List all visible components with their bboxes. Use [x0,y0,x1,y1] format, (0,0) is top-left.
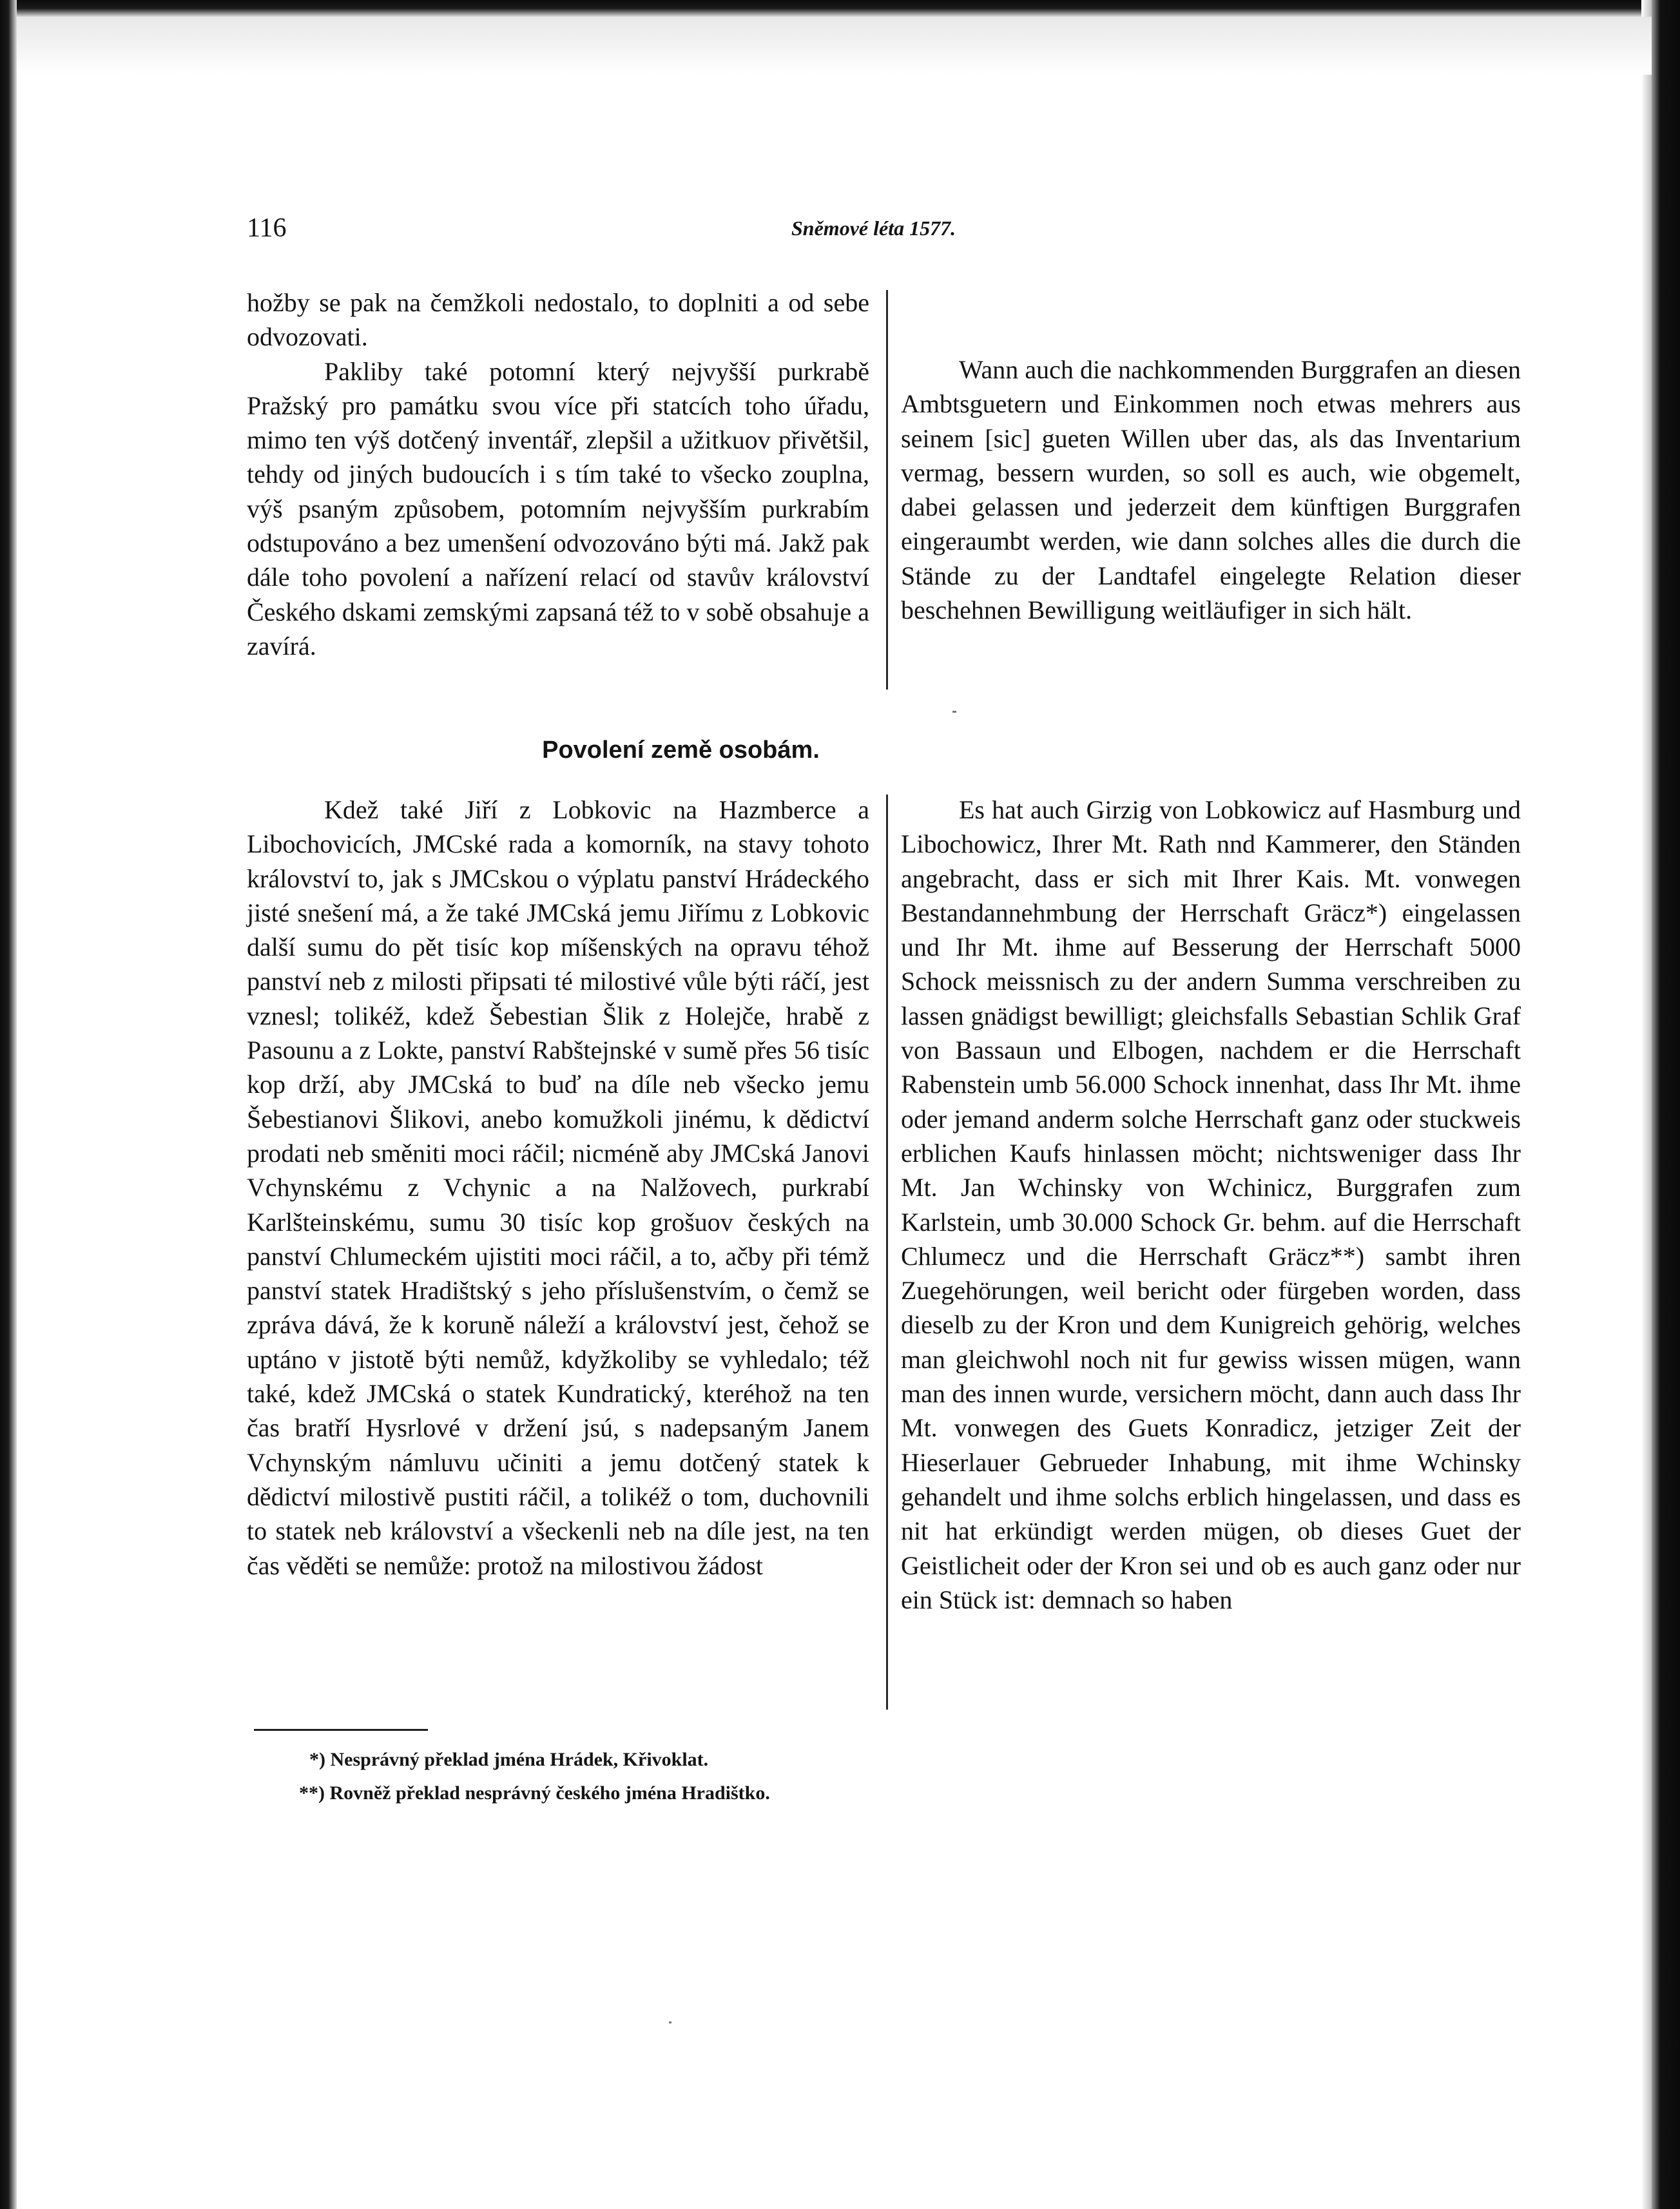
scan-border-left [0,0,17,2209]
czech-paragraph: Pakliby také potomní který nejvyšší purkrabě Pražský pro památku svou více při statcích toho úřadu, mimo ten výš dotčený inventář, zlepšil a užitkuov přivětšil, tehdy od jiných budoucích i s tím také to všecko zouplna, výš psaným způsobem, potomním nejvyšším purkrabím odstupováno a bez umenšení odvozováno býti má. Jakž pak dále toho povolení a nařízení relací od stavův království Českého dskami zemskými zapsaná též to v sobě obsahuje a zavírá. [247,356,869,661]
scan-border-top [0,0,1680,17]
column-divider [886,290,888,690]
czech-column-main [247,793,869,1583]
scan-shadow-right [1641,0,1652,2209]
czech-column-top [247,285,869,663]
scan-border-right [1652,0,1680,2209]
page-number: 116 [247,213,287,243]
column-divider [886,795,888,1710]
scan-shade-top [17,17,1652,75]
footnote-rule [254,1729,428,1731]
footnote: **) Rovněž překlad nesprávný českého jména Hradištko. [299,1782,770,1804]
footnotes [299,1743,1083,1810]
german-paragraph: Wann auch die nachkommenden Burggrafen an diesen Ambtsguetern und Einkommen noch etwas mehrers aus seinem [sic] gueten Willen uber das, als das Inventarium vermag, bessern wurden, so soll es auch, wie obgemelt, dabei gelassen und jederzeit dem künftigen Burggrafen eingeraumbt werden, wie dann solches alles die durch die Stände zu der Landtafel eingelegte Relation dieser beschehnen Bewilligung weitläufiger in sich hält. [901,355,1521,625]
section-heading: Povolení země osobám. [542,737,820,764]
scan-speck [669,2021,671,2023]
german-column-top [901,352,1521,627]
german-column-main [901,793,1521,1617]
running-title: Sněmové léta 1577. [791,217,956,240]
czech-paragraph: hožby se pak na čemžkoli nedostalo, to doplniti a od sebe odvozovati. [247,288,869,352]
german-paragraph: Es hat auch Girzig von Lobkowicz auf Hasmburg und Libochowicz, Ihrer Mt. Rath nnd Kammerer, den Ständen angebracht, dass er sich mit Ihrer Kais. Mt. vonwegen Bestandannehmbung der Herrschaft Gräcz*) eingelassen und Ihr Mt. ihme auf Besserung der Herrschaft 5000 Schock meissnisch zu der andern Summa verschreiben zu lassen gnädigst bewilligt; gleichsfalls Sebastian Schlik Graf von Bassaun und Elbogen, nachdem er die Herrschaft Rabenstein umb 56.000 Schock innenhat, dass Ihr Mt. ihme oder jemand anderm solche Herrschaft ganz oder stuckweis erblichen Kaufs hinlassen möcht; nichtsweniger dass Ihr Mt. Jan Wchinsky von Wchinicz, Burggrafen zum Karlstein, umb 30.000 Schock Gr. behm. auf die Herrschaft Chlumecz und die Herrschaft Gräcz**) sambt ihren Zuegehörungen, weil bericht oder fürgeben worden, dass dieselb zu der Kron und dem Kunigreich gehörig, welches man gleichwohl noch nit fur gewiss wissen mügen, wann man des innen wurde, versichern möcht, dann auch dass Ihr Mt. vonwegen des Guets Konradicz, jetziger Zeit der Hieserlauer Gebrueder Inhabung, mit ihme Wchinsky gehandelt und ihme solchs erblich hingelassen, und dass es nit hat erkündigt werden mügen, ob dieses Guet der Geistlicheit oder der Kron sei und ob es auch ganz oder nur ein Stück ist: demnach so haben [901,795,1521,1614]
scan-speck [952,711,956,713]
footnote: *) Nesprávný překlad jména Hrádek, Křivoklat. [309,1749,709,1770]
czech-paragraph: Kdež také Jiří z Lobkovic na Hazmberce a Libochovicích, JMCské rada a komorník, na stavy tohoto království to, jak s JMCskou o výplatu panství Hrádeckého jisté snešení má, a že také JMCská jemu Jiřímu z Lobkovic další sumu do pět tisíc kop míšenských na opravu téhož panství neb z milosti připsati té milostivé vůle býti ráčí, jest vznesl; tolikéž, kdež Šebestian Šlik z Holejče, hrabě z Pasounu a z Lokte, panství Rabštejnské v sumě přes 56 tisíc kop drží, aby JMCská to buď na díle neb všecko jemu Šebestianovi Šlikovi, anebo komužkoli jinému, k dědictví prodati neb směniti moci ráčil; nicméně aby JMCská Janovi Vchynskému z Vchynic a na Nalžovech, purkrabí Karlšteinskému, sumu 30 tisíc kop grošuov českých na panství Chlumeckém ujistiti moci ráčil, a to, ačby při témž panství statek Hradištský s jeho příslušenstvím, o čemž se zpráva dává, že k koruně náleží a království jest, čehož se uptáno v jistotě býti nemůž, kdyžkoliby se vyhledalo; též také, kdež JMCská o statek Kundratický, kteréhož na ten čas bratří Hysrlové v držení jsú, s nadepsaným Janem Vchynským námluvu učiniti a jemu dotčený statek k dědictví milostivě pustiti ráčil, a tolikéž o tom, duchovnili to statek neb království a všeckenli neb na díle jest, na ten čas věděti se nemůže: protož na milostivou žádost [247,795,869,1580]
